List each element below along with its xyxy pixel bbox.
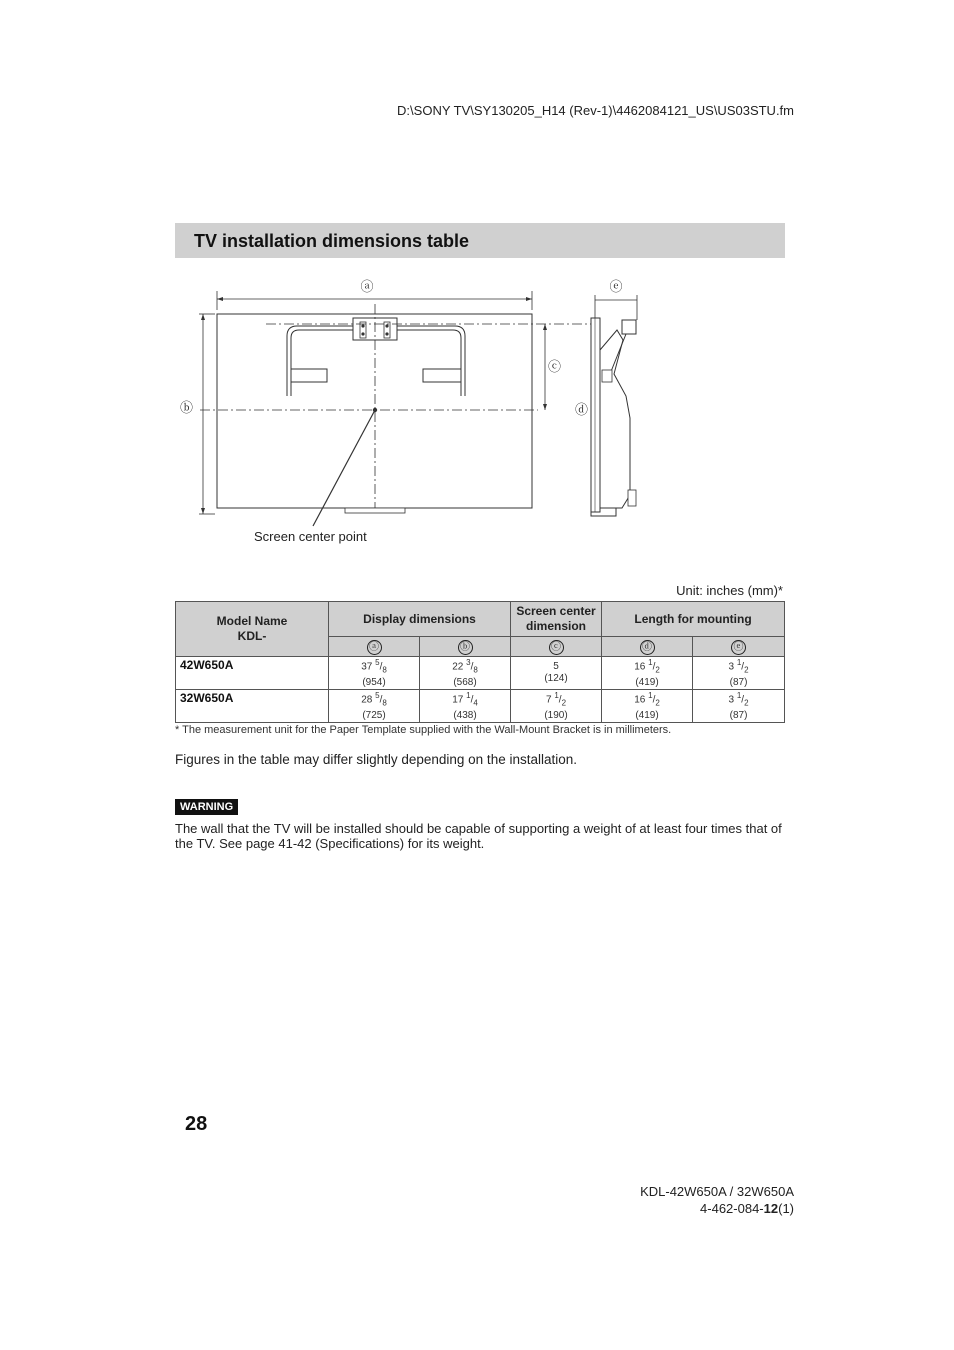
dimension-cell: 16 $^1/_2$ (419) (602, 657, 693, 690)
header-length: Length for mounting (602, 602, 785, 637)
section-title: TV installation dimensions table (194, 231, 470, 251)
dimension-cell: 5 (124) (511, 657, 602, 690)
model-name-cell: 42W650A (176, 657, 329, 690)
footer (640, 1183, 794, 1217)
dimensions-table (175, 601, 785, 723)
installation-note: Figures in the table may differ slightly depending on the installation. (175, 752, 577, 767)
dimension-cell: 37 $^5/_8$ (954) (329, 657, 420, 690)
dimension-cell: 17 $^1/_4$ (438) (420, 690, 511, 723)
label-e: ⓔ (609, 280, 623, 295)
col-letter-b: ⓑ (458, 640, 473, 655)
table-footnote: * The measurement unit for the Paper Template supplied with the Wall-Mount Bracket is in millimeters. (175, 724, 672, 736)
page-number: 28 (185, 1113, 208, 1135)
col-letter-d: ⓓ (640, 640, 655, 655)
dimension-cell: 3 $^1/_2$ (87) (693, 690, 785, 723)
header-screen-center: Screen center dimension (511, 602, 602, 637)
section-header (175, 223, 785, 258)
file-path: D:\SONY TV\SY130205_H14 (Rev-1)\4462084121_US\US03STU.fm (397, 103, 794, 118)
col-letter-c: ⓒ (549, 640, 564, 655)
model-name-cell: 32W650A (176, 690, 329, 723)
dimension-cell: 3 $^1/_2$ (87) (693, 657, 785, 690)
dimension-cell: 16 $^1/_2$ (419) (602, 690, 693, 723)
warning-badge: WARNING (175, 799, 238, 815)
tv-side-outline (591, 318, 600, 512)
dimension-cell: 7 $^1/_2$ (190) (511, 690, 602, 723)
label-c: ⓒ (548, 360, 562, 375)
tv-dimension-diagram (170, 270, 650, 555)
dimension-cell: 22 $^3/_8$ (568) (420, 657, 511, 690)
footer-model-line: KDL-42W650A / 32W650A (640, 1184, 794, 1199)
col-letter-a: ⓐ (367, 640, 382, 655)
header-display: Display dimensions (329, 602, 511, 637)
footer-code: 4-462-084-12(1) (700, 1201, 794, 1216)
label-b: ⓑ (180, 401, 194, 416)
unit-note: Unit: inches (mm)* (676, 583, 783, 598)
warning-text: The wall that the TV will be installed should be capable of supporting a weight of at least four times that of the TV. See page 41-42 (Specifications) for its weight. (175, 821, 782, 851)
table-row (176, 690, 785, 723)
header-model: Model Name KDL- (176, 602, 329, 657)
table-row (176, 657, 785, 690)
label-d: ⓓ (575, 403, 589, 418)
label-a: ⓐ (360, 280, 374, 295)
screen-center-callout: Screen center point (254, 529, 367, 544)
dimension-cell: 28 $^5/_8$ (725) (329, 690, 420, 723)
col-letter-e: ⓔ (731, 640, 746, 655)
